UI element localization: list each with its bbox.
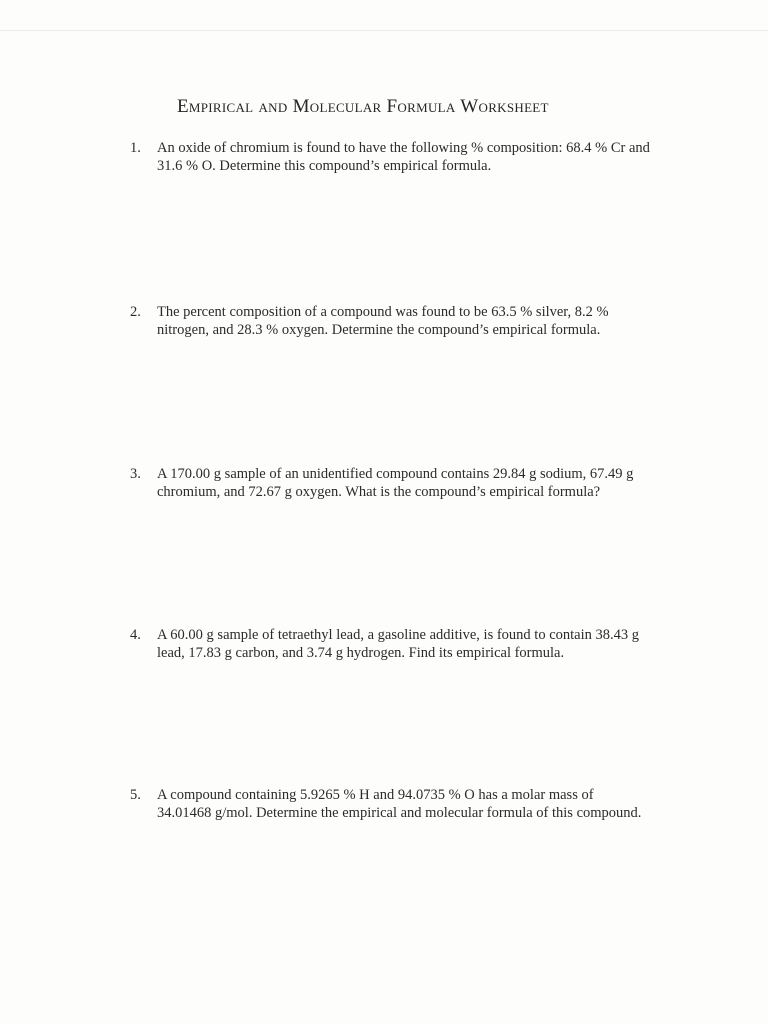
scan-edge-line	[0, 30, 768, 31]
question-2	[130, 303, 650, 339]
question-number: 4.	[130, 627, 141, 643]
question-text: A 170.00 g sample of an unidentified compound contains 29.84 g sodium, 67.49 g chromium, and 72.67 g oxygen. What is the compound’s empirical formula?	[157, 466, 634, 500]
question-4	[130, 626, 650, 662]
question-number: 3.	[130, 466, 141, 482]
question-number: 2.	[130, 304, 141, 320]
question-text: The percent composition of a compound was found to be 63.5 % silver, 8.2 % nitrogen, and 28.3 % oxygen. Determine the compound’s empirical formula.	[157, 304, 609, 338]
question-text: A 60.00 g sample of tetraethyl lead, a gasoline additive, is found to contain 38.43 g lead, 17.83 g carbon, and 3.74 g hydrogen. Find its empirical formula.	[157, 627, 640, 661]
question-text: A compound containing 5.9265 % H and 94.0735 % O has a molar mass of 34.01468 g/mol. Determine the empirical and molecular formula of this compound.	[157, 787, 642, 821]
worksheet-title: Empirical and Molecular Formula Worksheet	[177, 96, 549, 117]
question-text: An oxide of chromium is found to have the following % composition: 68.4 % Cr and 31.6 % O. Determine this compound’s empirical formula.	[157, 140, 650, 174]
question-number: 5.	[130, 787, 141, 803]
question-1	[130, 139, 650, 175]
question-3	[130, 465, 650, 501]
question-5	[130, 786, 650, 822]
question-number: 1.	[130, 140, 141, 156]
